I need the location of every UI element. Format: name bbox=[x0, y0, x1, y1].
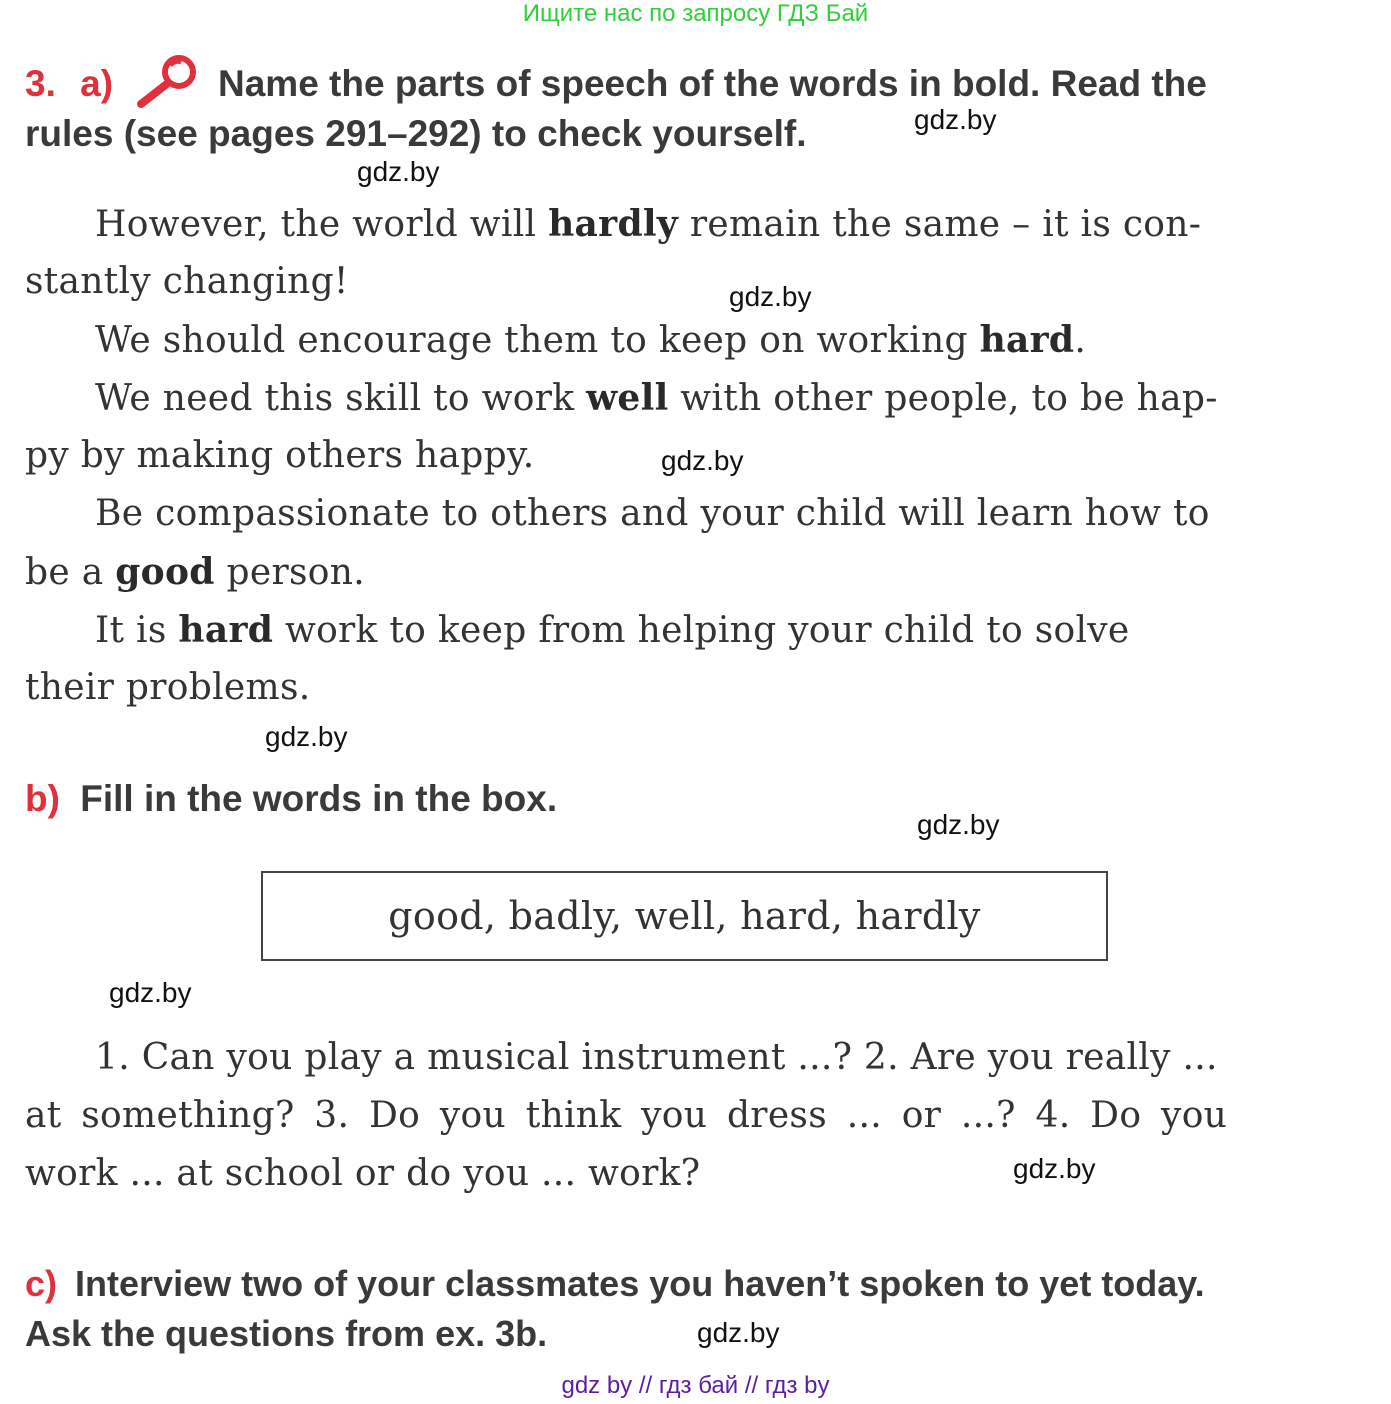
watermark: gdz.by bbox=[661, 445, 744, 476]
part-c-instruction-line1: Interview two of your classmates you haven’t spoken to yet today. bbox=[75, 1263, 1205, 1304]
sentence-5-line1: It is hard work to keep from helping your child to solve bbox=[95, 609, 1130, 651]
sentence-1-line1: However, the world will hardly remain the same – it is con- bbox=[95, 203, 1202, 245]
word-box bbox=[261, 871, 1108, 961]
magnifier-icon bbox=[135, 54, 201, 110]
part-b-instruction: Fill in the words in the box. bbox=[80, 778, 558, 819]
watermark: gdz.by bbox=[729, 281, 812, 312]
watermark: gdz.by bbox=[109, 977, 192, 1008]
word-box-words: good, badly, well, hard, hardly bbox=[388, 894, 981, 938]
watermark: gdz.by bbox=[914, 104, 997, 135]
bold-word: well bbox=[586, 377, 669, 419]
bold-word: good bbox=[115, 551, 215, 593]
part-c-label: c) bbox=[25, 1263, 58, 1304]
footer-links: gdz by // гдз бай // гдз by bbox=[561, 1372, 830, 1399]
sentence-1-line2: stantly changing! bbox=[25, 261, 349, 302]
questions-line2: at something? 3. Do you think you dress ... or ...? 4. Do you bbox=[25, 1095, 1228, 1136]
watermark: gdz.by bbox=[265, 721, 348, 752]
part-a-instruction-line2: rules (see pages 291–292) to check yourself. bbox=[25, 113, 807, 154]
sentence-3-line2: py by making others happy. bbox=[25, 435, 535, 476]
sentence-4-line1: Be compassionate to others and your child will learn how to bbox=[95, 493, 1210, 534]
part-c-instruction-line2: Ask the questions from ex. 3b. bbox=[25, 1313, 548, 1354]
part-a-instruction-line1: Name the parts of speech of the words in bold. Read the bbox=[218, 63, 1207, 104]
exercise-number: 3. bbox=[25, 63, 56, 104]
watermark: gdz.by bbox=[1013, 1153, 1096, 1184]
sentence-2-line1: We should encourage them to keep on working hard. bbox=[95, 319, 1087, 361]
sentence-4-line2: be a good person. bbox=[25, 551, 365, 593]
questions-line3: work ... at school or do you ... work? bbox=[25, 1153, 701, 1194]
part-a-label: a) bbox=[80, 63, 114, 104]
exercise-heading-b bbox=[25, 778, 557, 820]
top-banner: Ищите нас по запросу ГДЗ Бай bbox=[522, 0, 869, 27]
bold-word: hard bbox=[178, 609, 274, 651]
watermark: gdz.by bbox=[697, 1317, 780, 1348]
part-b-label: b) bbox=[25, 778, 60, 819]
bold-word: hardly bbox=[548, 203, 679, 245]
sentence-5-line2: their problems. bbox=[25, 667, 311, 708]
watermark: gdz.by bbox=[917, 809, 1000, 840]
questions-line1: 1. Can you play a musical instrument ...? 2. Are you really ... bbox=[95, 1037, 1218, 1078]
sentence-3-line1: We need this skill to work well with other people, to be hap- bbox=[95, 377, 1218, 419]
exercise-heading-c bbox=[25, 1263, 1205, 1305]
watermark: gdz.by bbox=[357, 156, 440, 187]
exercise-heading-a bbox=[25, 63, 113, 105]
bold-word: hard bbox=[979, 319, 1075, 361]
